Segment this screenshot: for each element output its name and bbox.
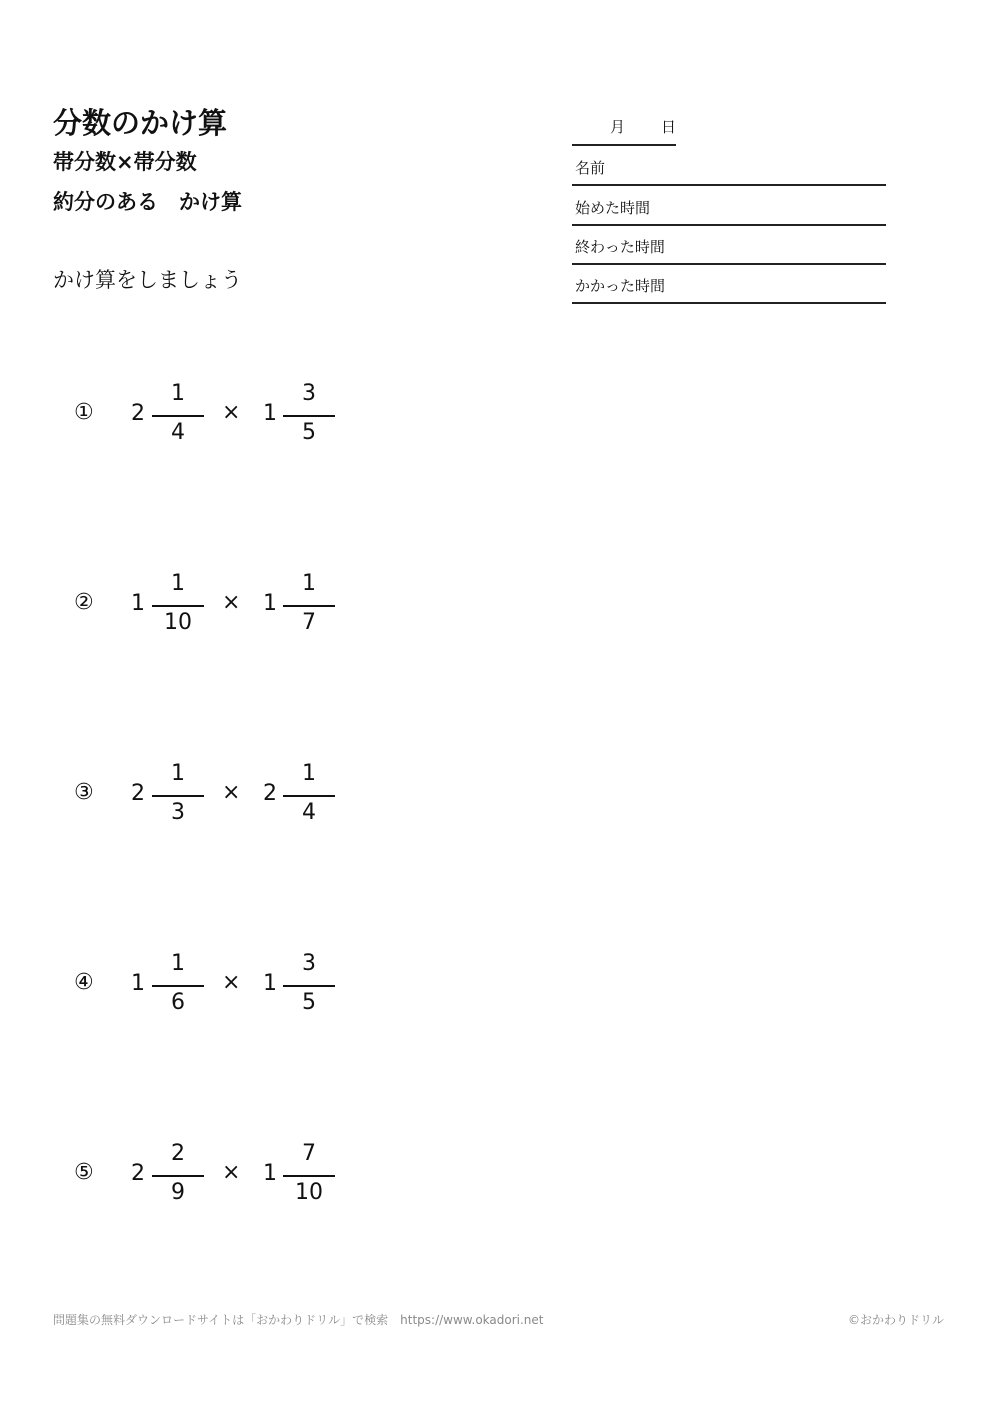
- fraction-bar: [152, 415, 204, 417]
- times-operator: ×: [222, 400, 241, 425]
- fraction-bar: [283, 795, 335, 797]
- problem-5: [0, 1136, 600, 1216]
- subtitle-mixed-times-mixed: 帯分数×帯分数: [53, 150, 197, 174]
- mixed-whole: 2: [131, 401, 145, 426]
- numerator: 1: [171, 381, 185, 406]
- end-time-field[interactable]: [572, 225, 886, 265]
- mixed-whole: 1: [131, 591, 145, 616]
- footer-site-note: 問題集の無料ダウンロードサイトは「おかわりドリル」で検索 https://www.okadori.net: [53, 1313, 544, 1327]
- problem-number: ②: [74, 590, 94, 615]
- problem-2: [0, 566, 600, 646]
- denominator: 4: [302, 800, 316, 825]
- mixed-whole: 1: [263, 1161, 277, 1186]
- numerator: 1: [302, 761, 316, 786]
- mixed-whole: 2: [131, 781, 145, 806]
- mixed-whole: 1: [263, 591, 277, 616]
- numerator: 1: [171, 951, 185, 976]
- fraction-bar: [152, 985, 204, 987]
- problem-number: ④: [74, 970, 94, 995]
- fraction-bar: [283, 1175, 335, 1177]
- fraction-bar: [283, 985, 335, 987]
- subtitle-reduction: 約分のある かけ算: [53, 190, 242, 214]
- start-time-label: 始めた時間: [575, 199, 651, 217]
- fraction-bar: [152, 605, 204, 607]
- mixed-whole: 2: [131, 1161, 145, 1186]
- numerator: 3: [302, 951, 316, 976]
- numerator: 2: [171, 1141, 185, 1166]
- problem-4: [0, 946, 600, 1026]
- instruction: かけ算をしましょう: [53, 268, 242, 292]
- denominator: 5: [302, 420, 316, 445]
- times-operator: ×: [222, 590, 241, 615]
- fraction-bar: [283, 415, 335, 417]
- times-operator: ×: [222, 970, 241, 995]
- denominator: 6: [171, 990, 185, 1015]
- denominator: 10: [295, 1180, 323, 1205]
- numerator: 3: [302, 381, 316, 406]
- name-label: 名前: [575, 159, 606, 177]
- end-time-label: 終わった時間: [575, 238, 665, 256]
- page-title: 分数のかけ算: [53, 106, 228, 140]
- footer-copyright: ©おかわりドリル: [848, 1313, 945, 1327]
- mixed-whole: 1: [263, 401, 277, 426]
- name-field[interactable]: [572, 146, 886, 186]
- elapsed-time-label: かかった時間: [575, 277, 666, 295]
- month-label: 月: [610, 118, 626, 136]
- problem-number: ⑤: [74, 1160, 94, 1185]
- elapsed-time-field[interactable]: [572, 264, 886, 304]
- fraction-bar: [283, 605, 335, 607]
- problem-1: [0, 376, 600, 456]
- denominator: 9: [171, 1180, 185, 1205]
- times-operator: ×: [222, 780, 241, 805]
- numerator: 1: [302, 571, 316, 596]
- start-time-field[interactable]: [572, 186, 886, 226]
- denominator: 4: [171, 420, 185, 445]
- problem-3: [0, 756, 600, 836]
- problem-number: ①: [74, 400, 94, 425]
- mixed-whole: 1: [131, 971, 145, 996]
- date-field[interactable]: [572, 116, 676, 146]
- denominator: 7: [302, 610, 316, 635]
- denominator: 5: [302, 990, 316, 1015]
- numerator: 1: [171, 571, 185, 596]
- problem-number: ③: [74, 780, 94, 805]
- mixed-whole: 1: [263, 971, 277, 996]
- denominator: 3: [171, 800, 185, 825]
- fraction-bar: [152, 1175, 204, 1177]
- denominator: 10: [164, 610, 192, 635]
- numerator: 7: [302, 1141, 316, 1166]
- day-label: 日: [661, 118, 677, 136]
- times-operator: ×: [222, 1160, 241, 1185]
- mixed-whole: 2: [263, 781, 277, 806]
- fraction-bar: [152, 795, 204, 797]
- numerator: 1: [171, 761, 185, 786]
